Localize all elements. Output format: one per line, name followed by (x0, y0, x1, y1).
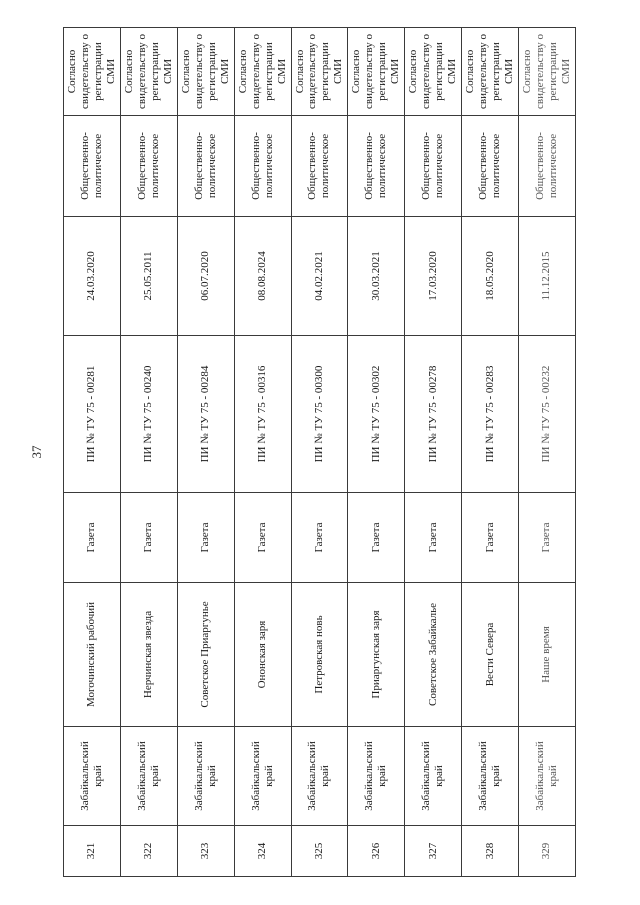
row-number: 326 (348, 826, 405, 877)
media-type-cell: Газета (64, 493, 121, 583)
registration-date-cell: 04.02.2021 (291, 217, 348, 336)
region-cell: Забайкальский край (348, 727, 405, 826)
specialization-cell: Общественно-политическое (234, 116, 291, 217)
region-cell: Забайкальский край (177, 727, 234, 826)
registration-date-cell: 24.03.2020 (64, 217, 121, 336)
row-number: 321 (64, 826, 121, 877)
note-cell: Согласно свидетельству о регистрации СМИ (405, 28, 462, 116)
media-title-cell: Приаргунская заря (348, 583, 405, 727)
table-row (64, 28, 121, 877)
registration-date-cell: 17.03.2020 (405, 217, 462, 336)
row-number: 327 (405, 826, 462, 877)
region-cell: Забайкальский край (64, 727, 121, 826)
registration-date-cell: 18.05.2020 (462, 217, 519, 336)
registration-date-cell: 30.03.2021 (348, 217, 405, 336)
table-row (177, 28, 234, 877)
media-title-cell: Вести Севера (462, 583, 519, 727)
region-cell: Забайкальский край (120, 727, 177, 826)
table-row (234, 28, 291, 877)
media-type-cell: Газета (519, 493, 576, 583)
note-cell: Согласно свидетельству о регистрации СМИ (120, 28, 177, 116)
row-number: 325 (291, 826, 348, 877)
registration-date-cell: 06.07.2020 (177, 217, 234, 336)
note-cell: Согласно свидетельству о регистрации СМИ (348, 28, 405, 116)
specialization-cell: Общественно-политическое (291, 116, 348, 217)
specialization-cell: Общественно-политическое (177, 116, 234, 217)
media-title-cell: Советское Забайкалье (405, 583, 462, 727)
media-type-cell: Газета (120, 493, 177, 583)
media-title-cell: Ононская заря (234, 583, 291, 727)
table-row (120, 28, 177, 877)
registration-number-cell: ПИ № ТУ 75 - 00278 (405, 336, 462, 493)
specialization-cell: Общественно-политическое (405, 116, 462, 217)
note-cell: Согласно свидетельству о регистрации СМИ (177, 28, 234, 116)
media-type-cell: Газета (462, 493, 519, 583)
registration-number-cell: ПИ № ТУ 75 - 00284 (177, 336, 234, 493)
specialization-cell: Общественно-политическое (64, 116, 121, 217)
note-cell: Согласно свидетельству о регистрации СМИ (234, 28, 291, 116)
media-type-cell: Газета (348, 493, 405, 583)
table-row (519, 28, 576, 877)
region-cell: Забайкальский край (405, 727, 462, 826)
note-cell: Согласно свидетельству о регистрации СМИ (519, 28, 576, 116)
row-number: 323 (177, 826, 234, 877)
note-cell: Согласно свидетельству о регистрации СМИ (291, 28, 348, 116)
row-number: 329 (519, 826, 576, 877)
row-number: 324 (234, 826, 291, 877)
specialization-cell: Общественно-политическое (462, 116, 519, 217)
registration-number-cell: ПИ № ТУ 75 - 00283 (462, 336, 519, 493)
media-type-cell: Газета (234, 493, 291, 583)
specialization-cell: Общественно-политическое (519, 116, 576, 217)
table-row (405, 28, 462, 877)
row-number: 328 (462, 826, 519, 877)
note-cell: Согласно свидетельству о регистрации СМИ (462, 28, 519, 116)
row-number: 322 (120, 826, 177, 877)
media-type-cell: Газета (291, 493, 348, 583)
media-title-cell: Могочинский рабочий (64, 583, 121, 727)
media-title-cell: Петровская новь (291, 583, 348, 727)
media-registry-table (63, 27, 576, 877)
media-title-cell: Нерчинская звезда (120, 583, 177, 727)
region-cell: Забайкальский край (462, 727, 519, 826)
registration-number-cell: ПИ № ТУ 75 - 00281 (64, 336, 121, 493)
registration-number-cell: ПИ № ТУ 75 - 00300 (291, 336, 348, 493)
media-title-cell: Наше время (519, 583, 576, 727)
registration-date-cell: 25.05.2011 (120, 217, 177, 336)
region-cell: Забайкальский край (519, 727, 576, 826)
specialization-cell: Общественно-политическое (120, 116, 177, 217)
registration-number-cell: ПИ № ТУ 75 - 00240 (120, 336, 177, 493)
region-cell: Забайкальский край (291, 727, 348, 826)
media-title-cell: Советское Приаргунье (177, 583, 234, 727)
registration-number-cell: ПИ № ТУ 75 - 00232 (519, 336, 576, 493)
page-number: 37 (29, 445, 44, 459)
registration-date-cell: 08.08.2024 (234, 217, 291, 336)
registration-date-cell: 11.12.2015 (519, 217, 576, 336)
specialization-cell: Общественно-политическое (348, 116, 405, 217)
media-type-cell: Газета (177, 493, 234, 583)
registration-number-cell: ПИ № ТУ 75 - 00316 (234, 336, 291, 493)
registration-number-cell: ПИ № ТУ 75 - 00302 (348, 336, 405, 493)
table-row (462, 28, 519, 877)
note-cell: Согласно свидетельству о регистрации СМИ (64, 28, 121, 116)
region-cell: Забайкальский край (234, 727, 291, 826)
table-row (291, 28, 348, 877)
media-type-cell: Газета (405, 493, 462, 583)
table-row (348, 28, 405, 877)
